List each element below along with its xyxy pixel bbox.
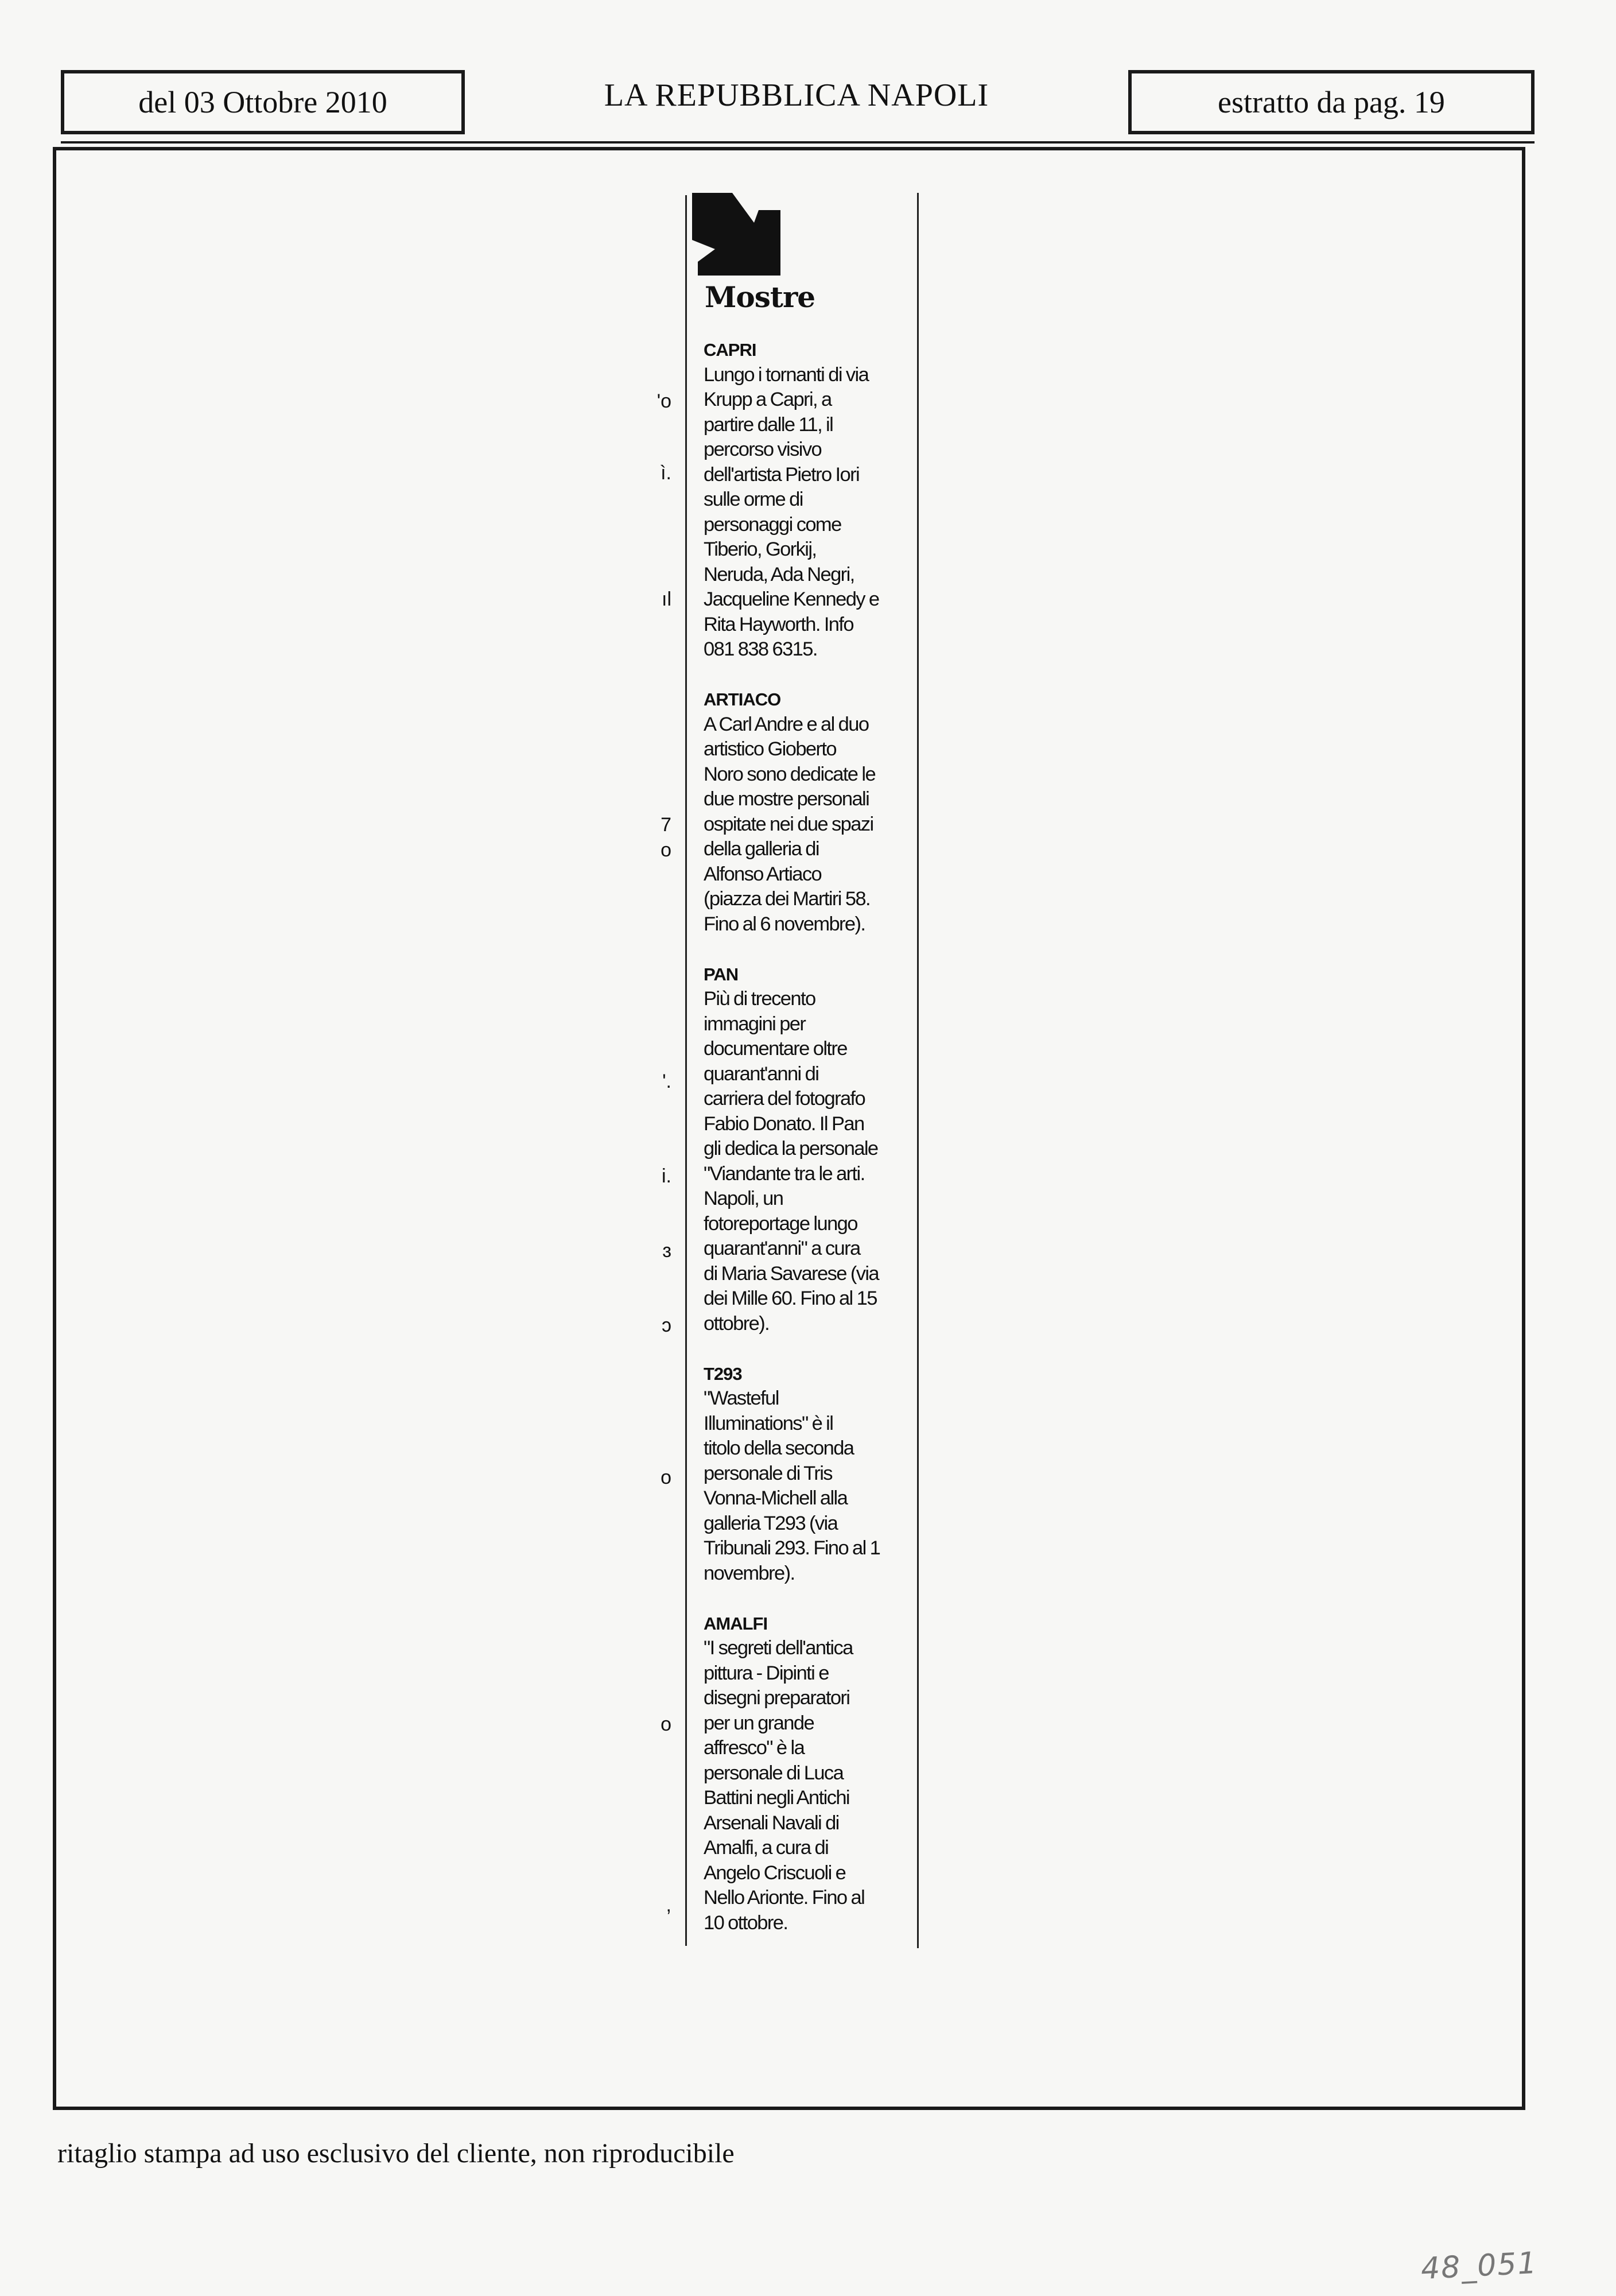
listing-text-line: immagini per xyxy=(704,1013,806,1035)
publication-title: LA REPUBBLICA NAPOLI xyxy=(604,77,989,113)
listing-heading: PAN xyxy=(704,964,739,984)
listing-text-line: (piazza dei Martiri 58. xyxy=(704,888,870,910)
listing-text-line: "Viandante tra le arti. xyxy=(704,1162,865,1185)
section-logo-icon xyxy=(692,193,780,276)
listing-text-line: sulle orme di xyxy=(704,488,803,510)
column-rule-left xyxy=(685,195,687,1946)
listing-entry xyxy=(704,1362,922,1587)
date-label: del 03 Ottobre 2010 xyxy=(138,85,387,119)
listing-text-line: Krupp a Capri, a xyxy=(704,389,832,410)
section-title: Mostre xyxy=(705,280,815,314)
listings-column xyxy=(704,338,922,1961)
listing-text-line: di Maria Savarese (via xyxy=(704,1262,879,1285)
listing-text-line: dell'artista Pietro Iori xyxy=(704,463,860,486)
listing-text-line: fotoreportage lungo xyxy=(704,1212,857,1235)
listing-text-line: dei Mille 60. Fino al 15 xyxy=(704,1287,877,1309)
listing-text-line: percorso visivo xyxy=(704,439,822,460)
listing-text-line: Tiberio, Gorkij, xyxy=(704,538,817,560)
header-rule xyxy=(61,141,1535,144)
listing-text-line: quarant'anni" a cura xyxy=(704,1238,860,1259)
listing-heading: T293 xyxy=(704,1363,742,1384)
margin-fragment: ıl xyxy=(662,588,671,610)
listing-text-line: Angelo Criscuoli e xyxy=(704,1861,846,1884)
listing-heading: ARTIACO xyxy=(704,689,781,709)
listing-text-line: artistico Gioberto xyxy=(704,738,836,760)
listing-text-line: A Carl Andre e al duo xyxy=(704,713,869,735)
listing-entry xyxy=(704,962,922,1337)
page-reference-label: estratto da pag. 19 xyxy=(1218,85,1445,119)
listing-text-line: documentare oltre xyxy=(704,1038,847,1060)
listing-text-line: Lungo i tornanti di via xyxy=(704,363,869,386)
listing-entry xyxy=(704,1611,922,1936)
listing-text-line: Napoli, un xyxy=(704,1188,783,1209)
listing-text-line: quarant'anni di xyxy=(704,1062,819,1085)
listing-text-line: Rita Hayworth. Info xyxy=(704,613,853,635)
margin-fragment: i. xyxy=(662,1165,671,1187)
margin-fragment: ɔ xyxy=(662,1314,671,1336)
listing-text-line: affresco" è la xyxy=(704,1737,805,1759)
listing-text-line: Battini negli Antichi xyxy=(704,1787,849,1809)
listing-text-line: Amalfi, a cura di xyxy=(704,1837,829,1859)
listing-text-line: carriera del fotografo xyxy=(704,1088,865,1110)
page-reference-box xyxy=(1128,70,1535,134)
listing-text-line: 10 ottobre. xyxy=(704,1911,788,1934)
listing-heading: AMALFI xyxy=(704,1613,768,1634)
listing-text-line: per un grande xyxy=(704,1712,814,1734)
listing-text-line: due mostre personali xyxy=(704,788,869,810)
listing-text-line: Illuminations" è il xyxy=(704,1412,833,1434)
listing-text-line: della galleria di xyxy=(704,838,819,860)
listing-text-line: ospitate nei due spazi xyxy=(704,813,873,835)
listing-text-line: Fino al 6 novembre). xyxy=(704,913,865,935)
listing-text-line: Nello Arionte. Fino al xyxy=(704,1887,865,1909)
listing-text-line: partire dalle 11, il xyxy=(704,413,833,436)
date-box xyxy=(61,70,465,134)
listing-text-line: "Wasteful xyxy=(704,1387,779,1409)
listing-text-line: Più di trecento xyxy=(704,988,815,1010)
listing-text-line: personale di Tris xyxy=(704,1462,832,1484)
listing-text-line: titolo della seconda xyxy=(704,1437,854,1459)
margin-fragment: 'o xyxy=(656,390,671,412)
listing-text-line: disegni preparatori xyxy=(704,1687,850,1709)
listing-heading: CAPRI xyxy=(704,340,756,360)
margin-fragment: o xyxy=(661,1467,671,1488)
listing-text-line: personaggi come xyxy=(704,513,841,536)
listing-entry xyxy=(704,687,922,937)
listing-text-line: Jacqueline Kennedy e xyxy=(704,588,879,610)
margin-fragment: ɜ xyxy=(662,1240,671,1262)
listing-text-line: novembre). xyxy=(704,1562,795,1584)
listing-text-line: personale di Luca xyxy=(704,1762,844,1784)
listing-text-line: Tribunali 293. Fino al 1 xyxy=(704,1537,880,1559)
listing-entry xyxy=(704,338,922,662)
listing-text-line: galleria T293 (via xyxy=(704,1512,838,1534)
handwritten-reference: 48_051 xyxy=(1420,2245,1539,2287)
listing-text-line: Vonna-Michell alla xyxy=(704,1487,848,1509)
margin-fragment: 7 xyxy=(661,814,671,836)
margin-fragment: '. xyxy=(662,1071,671,1092)
margin-fragment: o xyxy=(661,839,671,861)
margin-fragment: o xyxy=(661,1713,671,1735)
listing-text-line: Arsenali Navali di xyxy=(704,1812,839,1834)
listing-text-line: "I segreti dell'antica xyxy=(704,1637,853,1659)
margin-fragment: , xyxy=(666,1894,671,1916)
listing-text-line: pittura - Dipinti e xyxy=(704,1662,829,1684)
listing-text-line: Alfonso Artiaco xyxy=(704,863,822,885)
listing-text-line: Fabio Donato. Il Pan xyxy=(704,1112,864,1135)
footer-disclaimer: ritaglio stampa ad uso esclusivo del cliente, non riproducibile xyxy=(57,2138,735,2169)
margin-fragment: ì. xyxy=(661,462,671,484)
listing-text-line: Noro sono dedicate le xyxy=(704,763,876,785)
listing-text-line: 081 838 6315. xyxy=(704,638,817,660)
listing-text-line: Neruda, Ada Negri, xyxy=(704,563,854,585)
listing-text-line: ottobre). xyxy=(704,1312,770,1335)
listing-text-line: gli dedica la personale xyxy=(704,1138,878,1159)
